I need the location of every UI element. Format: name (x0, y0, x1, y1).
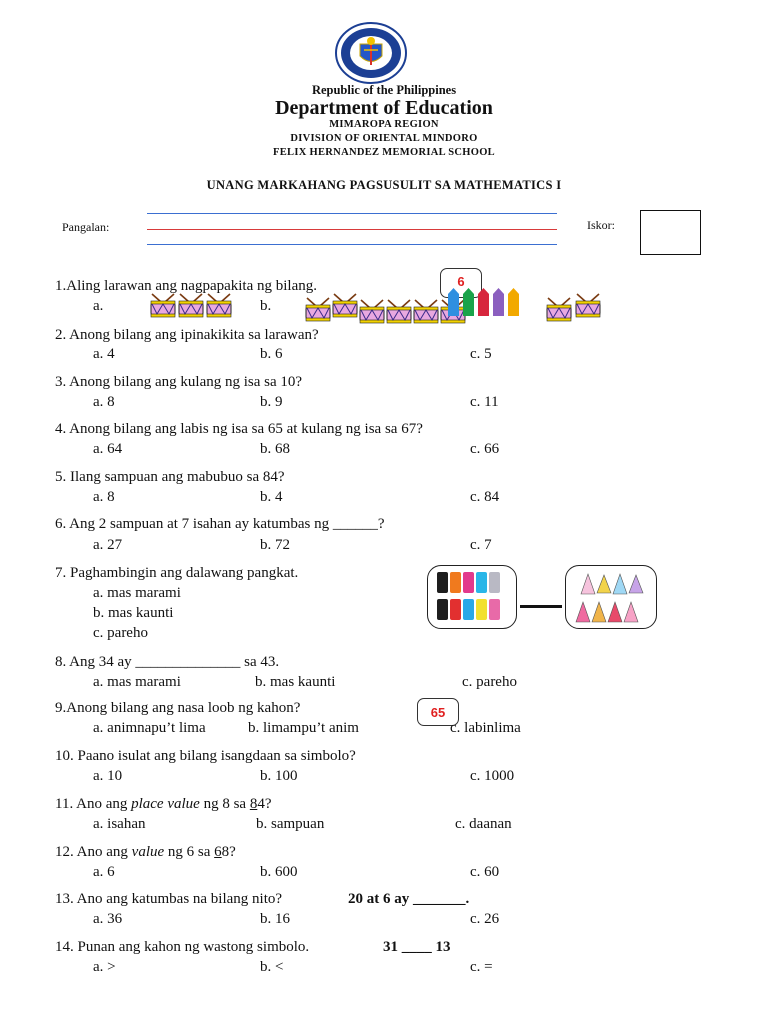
option-b[interactable]: b. 6 (260, 346, 283, 362)
option-c[interactable]: c. 66 (470, 441, 500, 457)
option-b[interactable]: b. 4 (260, 489, 283, 505)
option-a[interactable]: a. > (93, 959, 116, 975)
pencil-icon (493, 288, 504, 316)
question-3: 3. Anong bilang ang kulang ng isa sa 10? (55, 374, 303, 390)
option-b[interactable]: b. 72 (260, 537, 290, 553)
drum-icon (547, 298, 571, 321)
option-c[interactable]: c. 11 (470, 394, 499, 410)
can-icon (450, 599, 461, 620)
question-text: ng 6 sa (164, 844, 215, 860)
pencil-group (446, 288, 530, 318)
question-14-expression: 31 ____ 13 (383, 939, 451, 955)
number-box: 65 (417, 698, 459, 726)
name-line-middle[interactable] (147, 229, 557, 230)
drum-row-c (546, 293, 606, 323)
can-icon (489, 572, 500, 593)
question-text: 8? (221, 844, 236, 860)
can-icon (437, 599, 448, 620)
option-b-label: b. (260, 298, 272, 314)
score-label: Iskor: (587, 218, 615, 232)
option-c[interactable]: c. pareho (93, 625, 148, 641)
option-c[interactable]: c. pareho (462, 674, 517, 690)
option-c[interactable]: c. 1000 (470, 768, 515, 784)
can-icon (476, 572, 487, 593)
option-a[interactable]: a. 8 (93, 489, 115, 505)
question-text: 4? (257, 796, 272, 812)
option-c[interactable]: c. labinlima (450, 720, 521, 736)
drum-icon (306, 298, 330, 321)
question-9: 9.Anong bilang ang nasa loob ng kahon? (55, 700, 301, 716)
republic-heading: Republic of the Philippines (311, 83, 457, 97)
option-b[interactable]: b. limampu’t anim (248, 720, 359, 736)
option-a[interactable]: a. 10 (93, 768, 123, 784)
question-12 (55, 844, 236, 861)
name-label: Pangalan: (62, 220, 110, 234)
drum-icon (414, 300, 438, 323)
can-icon (437, 572, 448, 593)
option-b[interactable]: b. mas kaunti (93, 605, 174, 621)
drum-icon (179, 294, 203, 317)
party-hat-icon (608, 602, 622, 622)
option-b[interactable]: b. 9 (260, 394, 283, 410)
question-1: 1.Aling larawan ang nagpapakita ng bilang. (55, 278, 318, 294)
can-icon (463, 599, 474, 620)
question-7: 7. Paghambingin ang dalawang pangkat. (55, 565, 299, 581)
party-hat-icon (581, 574, 595, 594)
option-c[interactable]: c. 26 (470, 911, 500, 927)
underlined-digit: 6 (214, 844, 222, 860)
option-c[interactable]: c. 7 (470, 537, 492, 553)
option-a[interactable]: a. mas marami (93, 674, 181, 690)
party-hat-icon (576, 602, 590, 622)
question-14: 14. Punan ang kahon ng wastong simbolo. (55, 939, 310, 955)
option-a[interactable]: a. 36 (93, 911, 123, 927)
option-a[interactable]: a. animnapu’t lima (93, 720, 206, 736)
pencil-icon (448, 288, 459, 316)
option-c[interactable]: c. 5 (470, 346, 492, 362)
number-box: 6 (440, 268, 482, 298)
question-10: 10. Paano isulat ang bilang isangdaan sa simbolo? (55, 748, 356, 764)
option-a[interactable]: a. 27 (93, 537, 123, 553)
option-a[interactable]: a. 64 (93, 441, 123, 457)
drum-icon (576, 294, 600, 317)
option-b[interactable]: b. 600 (260, 864, 298, 880)
region-heading: MIMAROPA REGION (329, 119, 439, 130)
party-hats-group (565, 565, 657, 629)
question-6: 6. Ang 2 sampuan at 7 isahan ay katumbas ng ______? (55, 516, 385, 532)
cans-group (427, 565, 517, 629)
drum-icon (151, 294, 175, 317)
division-heading: DIVISION OF ORIENTAL MINDORO (290, 133, 478, 144)
option-a[interactable]: a. 6 (93, 864, 115, 880)
can-icon (463, 572, 474, 593)
option-b[interactable]: b. 68 (260, 441, 290, 457)
option-c[interactable]: c. = (470, 959, 493, 975)
option-c[interactable]: c. daanan (455, 816, 512, 832)
option-a[interactable]: a. isahan (93, 816, 146, 832)
pencil-icon (508, 288, 519, 316)
option-a[interactable]: a. 8 (93, 394, 115, 410)
pencil-icon (463, 288, 474, 316)
test-title: UNANG MARKAHANG PAGSUSULIT SA MATHEMATICS I (206, 178, 562, 192)
question-text: ng 8 sa (199, 796, 250, 812)
question-text: 11. Ano ang (55, 796, 132, 812)
party-hat-icon (624, 602, 638, 622)
question-8: 8. Ang 34 ay ______________ sa 43. (55, 654, 280, 670)
question-13-expression: 20 at 6 ay _______. (348, 891, 470, 907)
question-text: 12. Ano ang (55, 844, 132, 860)
question-4: 4. Anong bilang ang labis ng isa sa 65 at kulang ng isa sa 67? (55, 421, 423, 437)
option-b[interactable]: b. 16 (260, 911, 290, 927)
option-a[interactable]: a. 4 (93, 346, 115, 362)
drum-icon (207, 294, 231, 317)
drum-icon (387, 300, 411, 323)
pencil-icon (478, 288, 489, 316)
party-hat-icon (629, 575, 643, 593)
option-b[interactable]: b. mas kaunti (255, 674, 336, 690)
party-hat-icon (613, 574, 627, 594)
drum-icon (333, 294, 357, 317)
name-line-top[interactable] (147, 213, 557, 214)
can-icon (476, 599, 487, 620)
deped-seal-icon (334, 22, 408, 84)
option-a[interactable]: a. mas marami (93, 585, 181, 601)
option-b[interactable]: b. sampuan (256, 816, 325, 832)
name-line-bottom[interactable] (147, 244, 557, 245)
question-11 (55, 796, 272, 813)
option-b[interactable]: b. < (260, 959, 284, 975)
school-heading: FELIX HERNANDEZ MEMORIAL SCHOOL (273, 147, 495, 158)
question-emphasis: value (131, 844, 165, 860)
question-2: 2. Anong bilang ang ipinakikita sa larawan? (55, 327, 319, 343)
option-c[interactable]: c. 84 (470, 489, 500, 505)
question-13: 13. Ano ang katumbas na bilang nito? (55, 891, 283, 907)
score-box[interactable] (640, 210, 701, 255)
party-hat-icon (597, 575, 611, 593)
question-5: 5. Ilang sampuan ang mabubuo sa 84? (55, 469, 285, 485)
department-heading: Department of Education (275, 97, 493, 119)
option-a-label: a. (93, 298, 104, 314)
can-icon (450, 572, 461, 593)
underlined-digit: 8 (249, 796, 258, 812)
drum-icon (360, 300, 384, 323)
can-icon (489, 599, 500, 620)
match-connector (520, 605, 562, 608)
question-emphasis: place value (131, 796, 200, 812)
drum-row-a (150, 293, 250, 321)
party-hat-icon (592, 602, 606, 622)
option-c[interactable]: c. 60 (470, 864, 500, 880)
option-b[interactable]: b. 100 (260, 768, 298, 784)
